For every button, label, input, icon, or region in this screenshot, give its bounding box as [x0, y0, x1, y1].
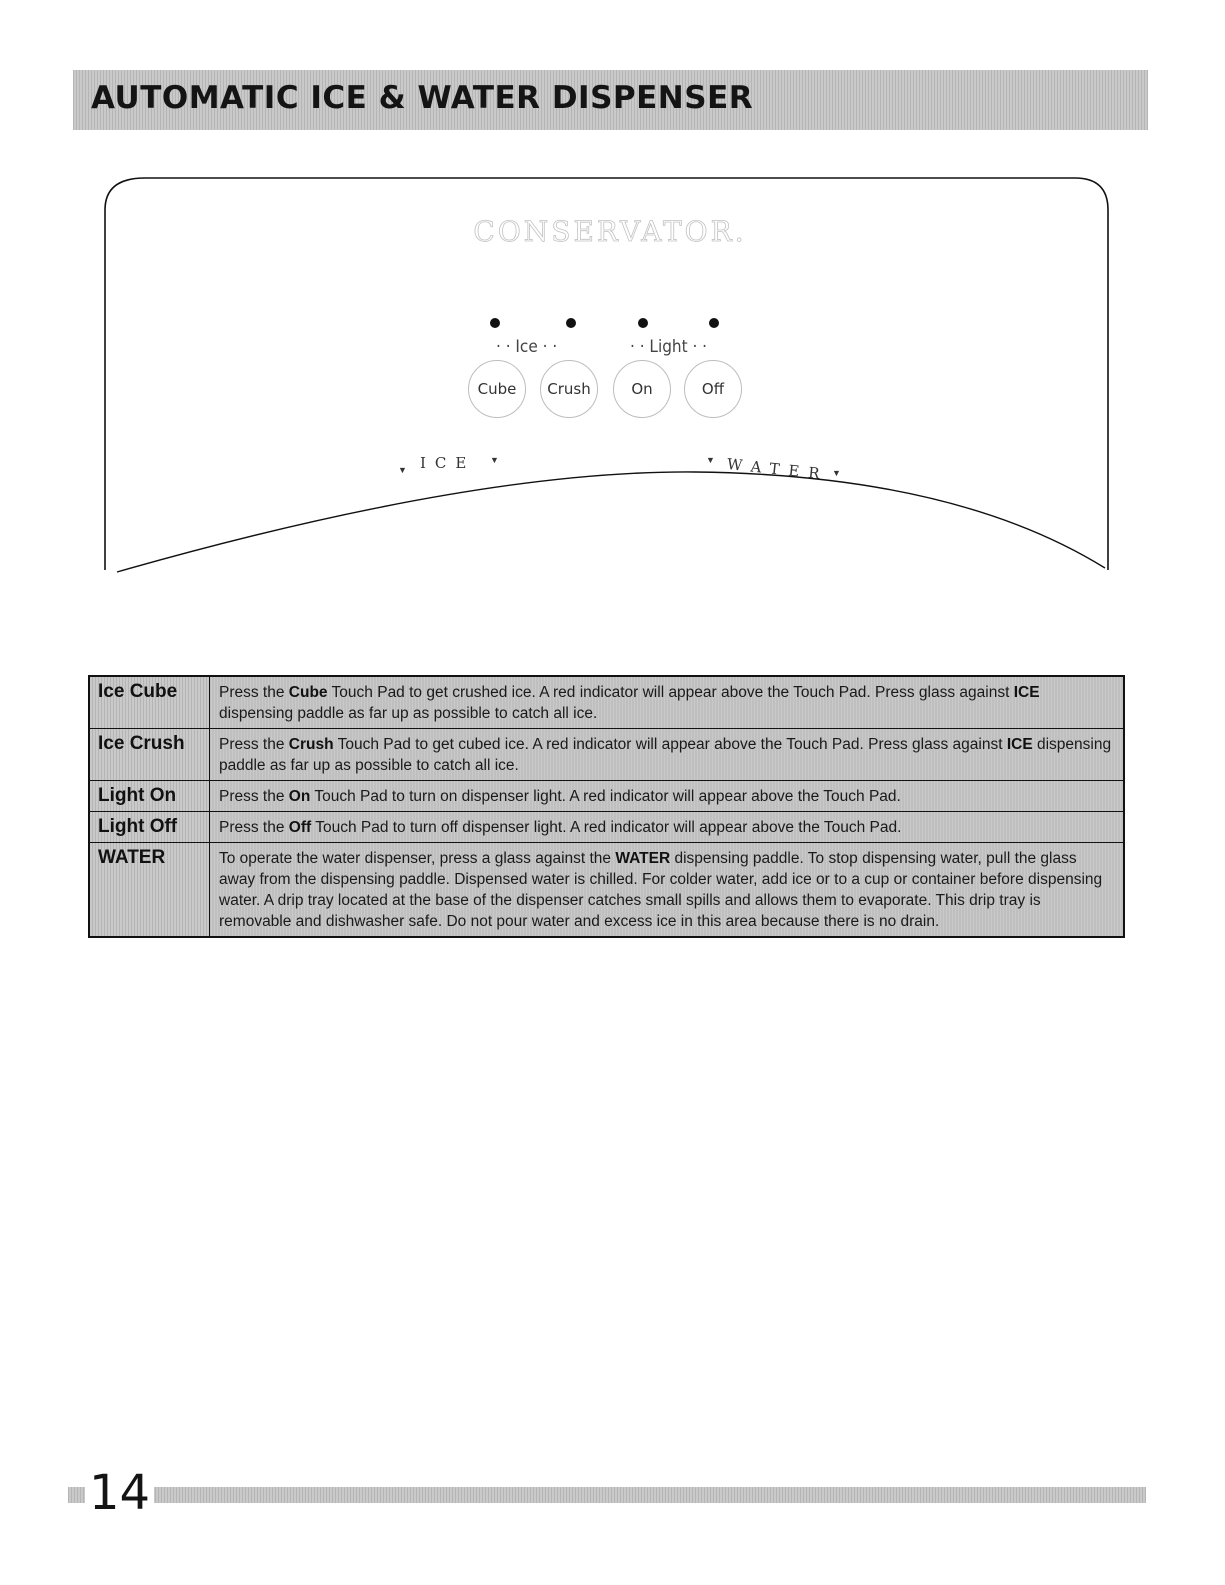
water-right-arrow-icon: ▼: [832, 468, 841, 478]
cube-touch-pad[interactable]: Cube: [468, 360, 526, 418]
row-description: Press the Crush Touch Pad to get cubed ice. A red indicator will appear above the Touch Pad. Press glass against ICE dispensing paddle as far up as possible to catch all ice.: [210, 729, 1125, 781]
page-number: 14: [85, 1465, 154, 1521]
light-group-label: · · Light · ·: [630, 337, 708, 357]
panel-bottom-curve: [117, 472, 1105, 572]
section-title: AUTOMATIC ICE & WATER DISPENSER: [91, 80, 754, 116]
row-term: Light Off: [89, 812, 210, 843]
water-left-arrow-icon: ▼: [706, 455, 715, 465]
table-row: [89, 676, 1124, 729]
table-row: [89, 812, 1124, 843]
light-off-touch-pad[interactable]: Off: [684, 360, 742, 418]
table-row: [89, 781, 1124, 812]
section-header-bar: [73, 70, 1148, 130]
dispenser-functions-table: [88, 675, 1125, 938]
row-description: Press the Off Touch Pad to turn off dispenser light. A red indicator will appear above the Touch Pad.: [210, 812, 1125, 843]
ice-group-label: · · Ice · ·: [496, 337, 558, 357]
crush-indicator-dot: [566, 318, 576, 328]
row-term: Ice Crush: [89, 729, 210, 781]
cube-indicator-dot: [490, 318, 500, 328]
brand-logo: CONSERVATOR.: [473, 215, 747, 248]
water-paddle-label: WATER: [726, 455, 830, 484]
table-row: [89, 729, 1124, 781]
footer-bar: [68, 1487, 1146, 1503]
ice-right-arrow-icon: ▼: [490, 455, 499, 465]
crush-touch-pad[interactable]: Crush: [540, 360, 598, 418]
row-description: To operate the water dispenser, press a glass against the WATER dispensing paddle. To stop dispensing water, pull the glass away from the dispensing paddle. Dispensed water is chilled. For colder water, add ice or to a cup or container before dispensing water. A drip tray located at the base of the dispenser catches small spills and allows them to evaporate. This drip tray is removable and dishwasher safe. Do not pour water and excess ice in this area because there is no drain.: [210, 843, 1125, 938]
light-on-touch-pad[interactable]: On: [613, 360, 671, 418]
ice-left-arrow-icon: ▼: [398, 465, 407, 475]
row-description: Press the Cube Touch Pad to get crushed ice. A red indicator will appear above the Touch Pad. Press glass against ICE dispensing paddle as far up as possible to catch all ice.: [210, 676, 1125, 729]
row-term: WATER: [89, 843, 210, 938]
row-term: Ice Cube: [89, 676, 210, 729]
row-term: Light On: [89, 781, 210, 812]
ice-paddle-label: ICE: [420, 454, 476, 472]
on-indicator-dot: [638, 318, 648, 328]
off-indicator-dot: [709, 318, 719, 328]
row-description: Press the On Touch Pad to turn on dispenser light. A red indicator will appear above the Touch Pad.: [210, 781, 1125, 812]
table-row: [89, 843, 1124, 938]
